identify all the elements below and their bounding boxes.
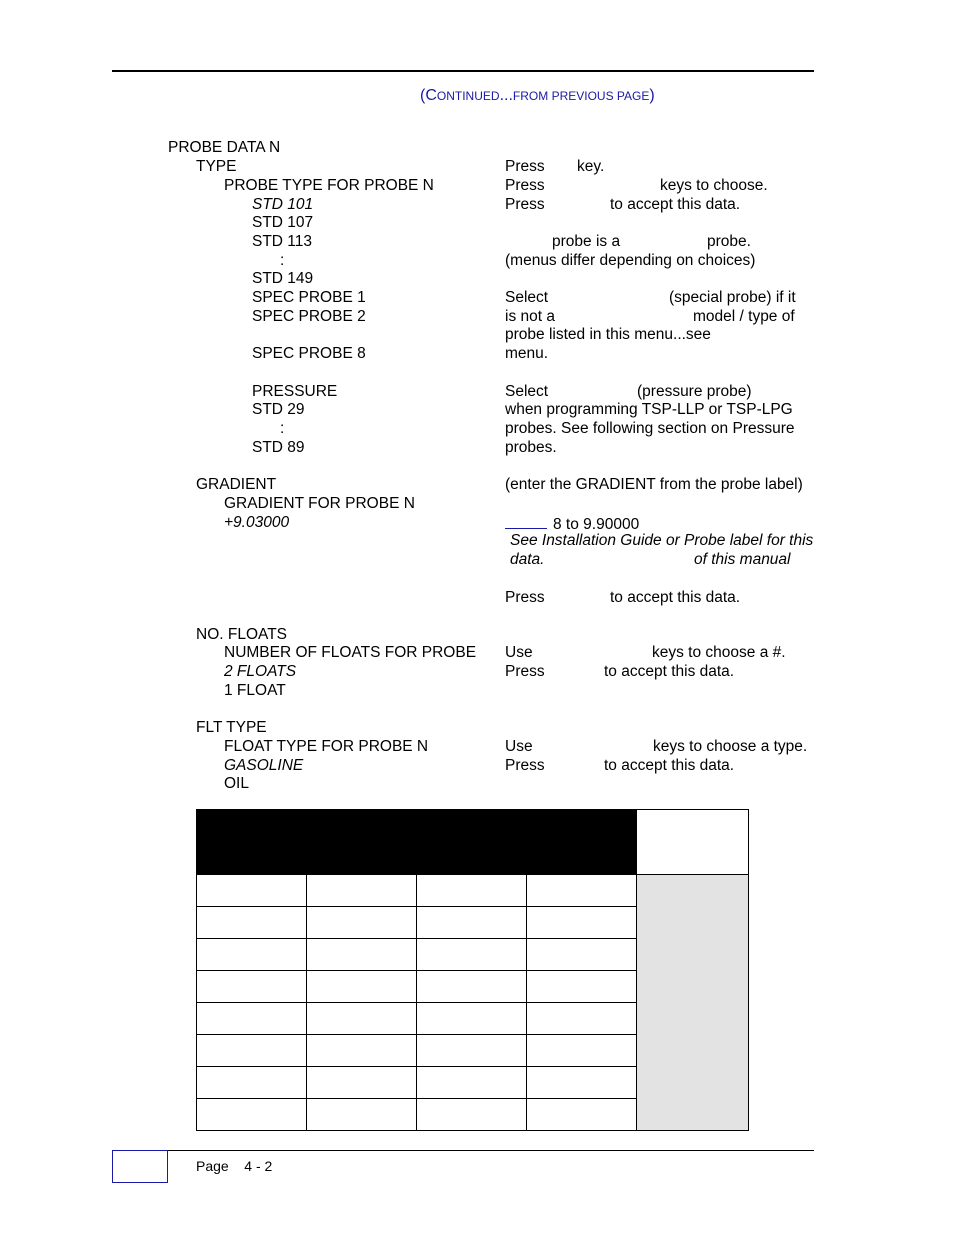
special-probe-text: (special probe) if it [669,289,796,306]
when-programming-text: when programming TSP-LLP or TSP-LPG [505,401,793,418]
table-cell [417,875,527,907]
table-side-shaded-cell [637,875,749,1131]
table-cell [527,1035,637,1067]
table-cell [417,971,527,1003]
std-107-option: STD 107 [252,214,314,231]
probe-type-for-label: PROBE TYPE FOR PROBE N [224,177,434,194]
accept-data-text: to accept this data. [610,196,741,213]
table-header-cell [197,810,637,875]
number-floats-label: NUMBER OF FLOATS FOR PROBE [224,644,477,661]
press-text: Press [505,177,545,194]
spec-probe-1-option: SPEC PROBE 1 [252,289,366,306]
probe-dot-text: probe. [707,233,751,250]
table-cell [307,1067,417,1099]
range-value: 8 to 9.90000 [553,516,640,533]
press-text: Press [505,589,545,606]
probe-listed-text: probe listed in this menu...see [505,326,711,343]
flt-type-label: FLT TYPE [196,719,267,736]
table-cell [197,1035,307,1067]
std-29-option: STD 29 [252,401,305,418]
data-dot-text: data. [510,551,545,568]
table-cell [527,875,637,907]
keys-choose-number-text: keys to choose a #. [652,644,786,661]
table-cell [527,1099,637,1131]
press-text: Press [505,663,545,680]
two-floats-option: 2 FLOATS [224,663,297,680]
gradient-label: GRADIENT [196,476,277,493]
no-floats-label: NO. FLOATS [196,626,288,643]
probes-see-text: probes. See following section on Pressure [505,420,795,437]
ellipsis-colon: : [280,252,285,269]
probe-data-table [196,809,749,1131]
page-footer [196,1158,272,1174]
table-cell [197,875,307,907]
table-cell [197,1099,307,1131]
press-key-text: Press [505,158,545,175]
table-header-row [197,810,749,875]
table-cell [197,1003,307,1035]
select-text: Select [505,383,549,400]
top-rule [112,70,814,72]
enter-gradient-text: (enter the GRADIENT from the probe label) [505,476,803,493]
continued-header [420,87,655,105]
continued-dots: ... [499,87,513,104]
accept-data-text: to accept this data. [610,589,741,606]
table-cell [307,1003,417,1035]
bottom-rule [168,1150,814,1151]
model-type-text: model / type of [693,308,795,325]
table-cell [527,971,637,1003]
see-installation-text: See Installation Guide or Probe label for this [510,532,814,549]
page-tab-box [112,1150,168,1183]
table-cell [307,875,417,907]
table-cell [197,1067,307,1099]
menus-differ-text: (menus differ depending on choices) [505,252,756,269]
continued-rest: FROM PREVIOUS PAGE [512,89,650,103]
continued-prefix: (C [420,87,437,104]
accept-data-text: to accept this data. [604,663,735,680]
std-149-option: STD 149 [252,270,314,287]
gasoline-option: GASOLINE [224,757,304,774]
key-text: key. [577,158,605,175]
std-101-option: STD 101 [252,196,314,213]
gradient-for-label: GRADIENT FOR PROBE N [224,495,415,512]
table-cell [307,1035,417,1067]
table-row [197,875,749,907]
std-113-option: STD 113 [252,233,313,250]
keys-choose-type-text: keys to choose a type. [653,738,808,755]
table-cell [197,907,307,939]
page-number: 4 - 2 [244,1158,273,1174]
is-not-a-text: is not a [505,308,555,325]
press-text: Press [505,757,545,774]
table-cell [417,1067,527,1099]
probes-dot-text: probes. [505,439,557,456]
spec-probe-2-option: SPEC PROBE 2 [252,308,366,325]
continued-small: ONTINUED [436,89,500,103]
std-89-option: STD 89 [252,439,305,456]
menu-text: menu. [505,345,549,362]
accept-data-text: to accept this data. [604,757,735,774]
table-cell [307,1099,417,1131]
table-cell [527,939,637,971]
of-manual-text: of this manual [694,551,791,568]
ellipsis-colon: : [280,420,285,437]
blank-link[interactable] [505,514,547,529]
select-text: Select [505,289,549,306]
use-text: Use [505,644,533,661]
table-cell [307,907,417,939]
use-text: Use [505,738,533,755]
one-float-option: 1 FLOAT [224,682,286,699]
oil-option: OIL [224,775,249,792]
pressure-probe-text: (pressure probe) [637,383,752,400]
table-cell [307,939,417,971]
pressure-option: PRESSURE [252,383,338,400]
table-cell [307,971,417,1003]
probe-is-a-text: probe is a [552,233,621,250]
float-type-for-label: FLOAT TYPE FOR PROBE N [224,738,429,755]
table-cell [197,939,307,971]
table-cell [527,1003,637,1035]
table-cell [197,971,307,1003]
table-cell [417,939,527,971]
table-cell [417,1003,527,1035]
press-text: Press [505,196,545,213]
gradient-value: +9.03000 [224,514,290,531]
range-text [505,514,639,534]
spec-probe-8-option: SPEC PROBE 8 [252,345,366,362]
probe-data-heading: PROBE DATA N [168,139,281,156]
page-label: Page [196,1158,229,1174]
table-cell [417,1035,527,1067]
keys-to-choose-text: keys to choose. [660,177,768,194]
continued-close: ) [649,87,655,104]
table-header-side-cell [637,810,749,875]
table-cell [417,907,527,939]
type-label: TYPE [196,158,237,175]
table-cell [527,907,637,939]
table-cell [417,1099,527,1131]
table-cell [527,1067,637,1099]
